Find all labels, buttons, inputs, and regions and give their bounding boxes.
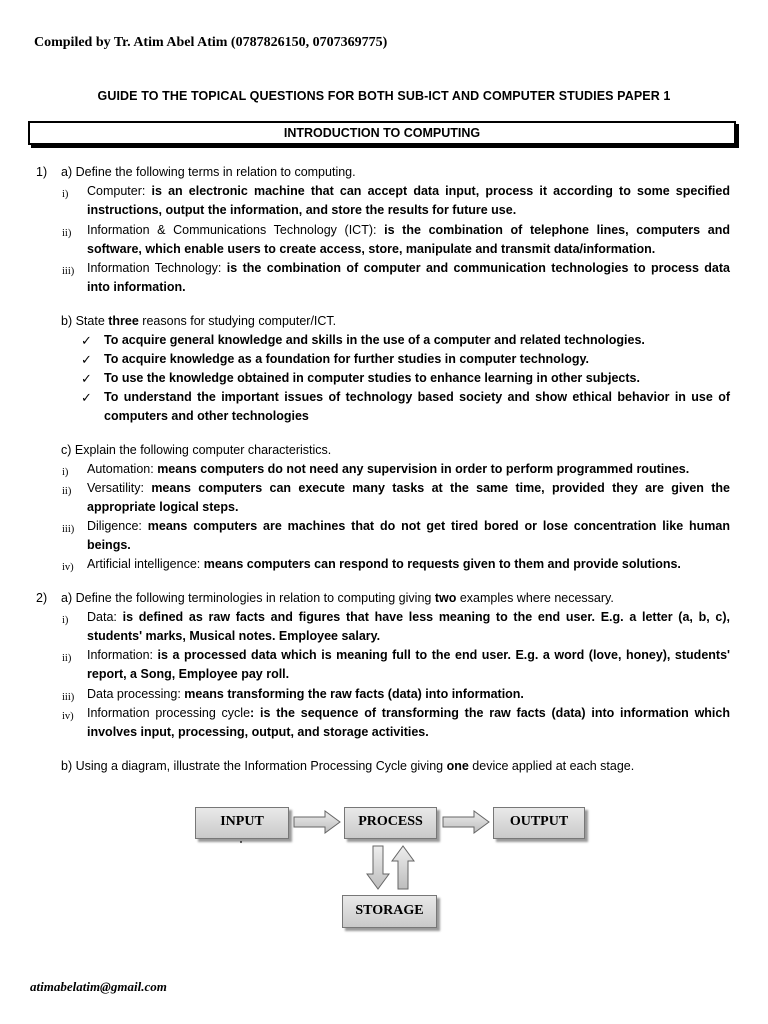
definition-line: Data: is defined as raw facts and figures that have less meaning to the end user. E.g. a letter (a, b, c), (87, 610, 730, 624)
section-title: INTRODUCTION TO COMPUTING (28, 121, 736, 145)
q2b-question: b) Using a diagram, illustrate the Information Processing Cycle giving one device applied at each stage. (61, 759, 635, 773)
roman-numeral: i) (62, 615, 69, 626)
definition-line: Automation: means computers do not need any supervision in order to perform programmed routines. (87, 462, 690, 476)
compiled-by: Compiled by Tr. Atim Abel Atim (0787826150, 0707369775) (34, 35, 388, 50)
footer-email: atimabelatim@gmail.com (30, 979, 167, 994)
definition-line: Artificial intelligence: means computers can respond to requests given to them and provide solutions. (87, 557, 681, 571)
definition-line: Information & Communications Technology (ICT): is the combination of telephone lines, computers and (87, 223, 730, 237)
q1c-question: c) Explain the following computer characteristics. (61, 443, 332, 457)
check-icon: ✓ (81, 333, 92, 348)
roman-numeral: ii) (62, 653, 72, 664)
q2a-question: a) Define the following terminologies in relation to computing giving two examples where necessary. (61, 591, 614, 605)
definition-line: beings. (87, 538, 131, 552)
definition-line: Versatility: means computers can execute many tasks at the same time, provided they are given the (87, 481, 731, 495)
roman-numeral: iv) (62, 562, 74, 573)
definition-line: involves input, processing, output, and storage activities. (87, 725, 429, 739)
definition-line: Information: is a processed data which is meaning full to the end user. E.g. a word (love, honey), students' (87, 648, 730, 662)
guide-title: GUIDE TO THE TOPICAL QUESTIONS FOR BOTH SUB-ICT AND COMPUTER STUDIES PAPER 1 (97, 89, 671, 103)
reason-line: To use the knowledge obtained in computer studies to enhance learning in other subjects. (104, 371, 640, 385)
definition-line: appropriate logical steps. (87, 500, 239, 514)
definition-line: software, which enable users to create access, store, manipulate and transmit data/information. (87, 242, 656, 256)
definition-line: Information Technology: is the combination of computer and communication technologies to process data (87, 261, 730, 275)
definition-line: Computer: is an electronic machine that can accept data input, process it according to some specified (87, 184, 730, 198)
check-icon: ✓ (81, 352, 92, 367)
reason-line: To acquire knowledge as a foundation for further studies in computer technology. (104, 352, 589, 366)
reason-line: computers and other technologies (104, 409, 309, 423)
definition-line: into information. (87, 280, 186, 294)
roman-numeral: ii) (62, 486, 72, 497)
definition-line: Data processing: means transforming the raw facts (data) into information. (87, 687, 524, 701)
reason-line: To understand the important issues of technology based society and show ethical behavior in use of (104, 390, 730, 404)
roman-numeral: i) (62, 467, 69, 478)
q1a-question: a) Define the following terms in relation to computing. (61, 165, 356, 179)
storage-box: STORAGE (342, 895, 437, 928)
definition-line: instructions, output the information, and store the results for future use. (87, 203, 517, 217)
check-icon: ✓ (81, 371, 92, 386)
right-arrow-icon (443, 811, 489, 833)
q1b-question: b) State three reasons for studying computer/ICT. (61, 314, 337, 328)
roman-numeral: iii) (62, 524, 75, 535)
q2-number: 2) (36, 591, 48, 605)
up-arrow-icon (392, 846, 414, 889)
reason-line: To acquire general knowledge and skills in the use of a computer and related technologies. (104, 333, 645, 347)
process-box: PROCESS (344, 807, 437, 839)
output-box: OUTPUT (493, 807, 585, 839)
definition-line: report, a Song, Employee pay roll. (87, 667, 290, 681)
roman-numeral: iii) (62, 266, 75, 277)
input-box: INPUT (195, 807, 289, 839)
roman-numeral: ii) (62, 228, 72, 239)
down-arrow-icon (367, 846, 389, 889)
roman-numeral: i) (62, 189, 69, 200)
q1-number: 1) (36, 165, 48, 179)
check-icon: ✓ (81, 390, 92, 405)
roman-numeral: iv) (62, 711, 74, 722)
definition-line: students' marks, Musical notes. Employee salary. (87, 629, 381, 643)
roman-numeral: iii) (62, 692, 75, 703)
definition-line: Information processing cycle: is the sequence of transforming the raw facts (data) into information which (87, 706, 730, 720)
definition-line: Diligence: means computers are machines that do not get tired bored or lose concentration like human (87, 519, 730, 533)
right-arrow-icon (294, 811, 340, 833)
